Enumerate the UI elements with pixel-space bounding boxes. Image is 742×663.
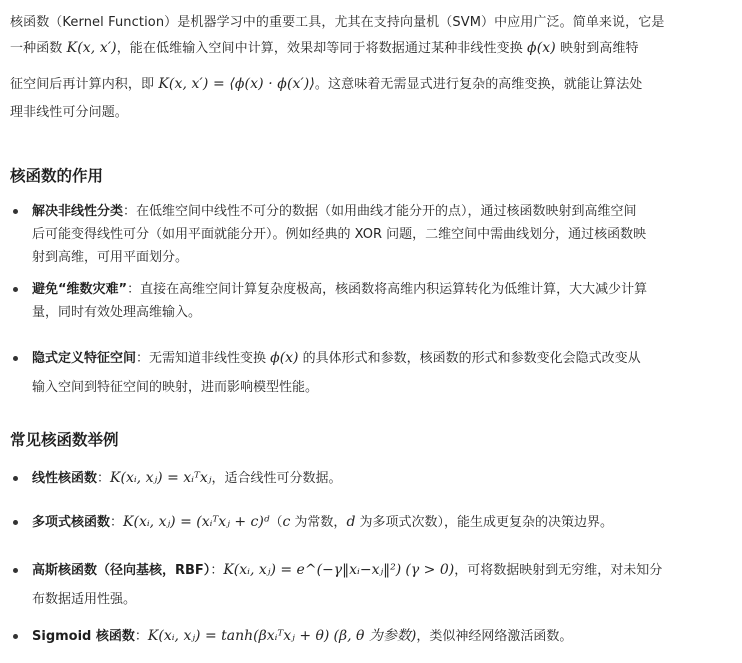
inner-product-formula: K(x, x′) = ⟨ϕ(x) · ϕ(x′)⟩	[158, 76, 315, 92]
role-title: 隐式定义特征空间	[32, 351, 137, 366]
role-text: 后可能变得线性可分（如用平面就能分开）。例如经典的 XOR 问题，二维空间中需曲线划分，通过核函数映	[32, 227, 647, 242]
bullet-icon	[13, 568, 18, 573]
kernel-title: 高斯核函数（径向基核，RBF）	[32, 563, 211, 578]
bullet-icon	[13, 209, 18, 214]
bullet-icon	[13, 287, 18, 292]
intro-line-2a: 一种函数	[10, 41, 67, 56]
intro-line-2c: 映射到高维特	[555, 41, 639, 56]
role-text: ：无需知道非线性变换	[136, 351, 271, 366]
role-text: 量，同时有效处理高维输入。	[32, 305, 202, 320]
kernel-desc: ，适合线性可分数据。	[211, 471, 342, 486]
bullet-icon	[13, 356, 18, 361]
role-title: 避免“维数灾难”	[32, 282, 128, 297]
kernel-formula-k: K(x, x′)	[66, 40, 117, 56]
sigmoid-params: (β, θ 为参数)	[333, 628, 417, 644]
linear-kernel-formula: K(xᵢ, xⱼ) = xᵢᵀxⱼ	[110, 470, 212, 486]
kernel-desc: （	[269, 515, 283, 530]
role-text: 射到高维，可用平面划分。	[32, 250, 189, 265]
kernel-desc: ，类似神经网络激活函数。	[416, 629, 573, 644]
separator: ：	[134, 629, 148, 644]
phi-formula: ϕ(x)	[270, 350, 299, 366]
bullet-icon	[13, 520, 18, 525]
param-d: d	[346, 514, 356, 530]
examples-heading: 常见核函数举例	[10, 431, 119, 449]
rbf-kernel-formula: K(xᵢ, xⱼ) = e^(−γ‖xᵢ−xⱼ‖²)	[223, 562, 402, 578]
examples-list	[10, 466, 734, 652]
role-heading: 核函数的作用	[10, 167, 104, 185]
role-text: 输入空间到特征空间的映射，进而影响模型性能。	[32, 380, 319, 395]
kernel-title: 多项式核函数	[32, 515, 111, 530]
intro-line-2b: ，能在低维输入空间中计算，效果却等同于将数据通过某种非线性变换	[116, 41, 528, 56]
sigmoid-kernel-formula: K(xᵢ, xⱼ) = tanh(βxᵢᵀxⱼ + θ)	[147, 628, 330, 644]
intro-line-3b: 。这意味着无需显式进行复杂的高维变换，就能让算法处	[314, 77, 643, 92]
list-item	[10, 466, 734, 494]
intro-paragraph	[10, 10, 734, 123]
list-item	[10, 510, 734, 538]
bullet-icon	[13, 476, 18, 481]
separator: ：	[110, 515, 124, 530]
phi-formula: ϕ(x)	[527, 40, 556, 56]
intro-line-4: 理非线性可分问题。	[10, 105, 128, 120]
role-title: 解决非线性分类	[32, 204, 124, 219]
intro-line-1: 核函数（Kernel Function）是机器学习中的重要工具，尤其在支持向量机（SVM）中应用广泛。简单来说，它是	[10, 15, 665, 30]
gamma-condition: (γ > 0)	[405, 562, 455, 578]
kernel-desc: 为常数，	[290, 515, 347, 530]
kernel-desc: ，可将数据映射到无穷维，对未知分	[454, 563, 663, 578]
kernel-title: Sigmoid 核函数	[32, 629, 135, 644]
list-item	[10, 624, 734, 652]
kernel-title: 线性核函数	[32, 471, 98, 486]
list-item	[10, 200, 734, 270]
param-c: c	[282, 514, 291, 530]
role-text: ：在低维空间中线性不可分的数据（如用曲线才能分开的点），通过核函数映射到高维空间	[123, 204, 637, 219]
polynomial-kernel-formula: K(xᵢ, xⱼ) = (xᵢᵀxⱼ + c)ᵈ	[123, 514, 270, 530]
list-item	[10, 278, 734, 348]
list-item	[10, 556, 734, 615]
bullet-icon	[13, 634, 18, 639]
list-item	[10, 342, 734, 401]
role-text: ：直接在高维空间计算复杂度极高，核函数将高维内积运算转化为低维计算，大大减少计算	[127, 282, 648, 297]
role-text: 的具体形式和参数，核函数的形式和参数变化会隐式改变从	[298, 351, 641, 366]
kernel-desc: 为多项式次数），能生成更复杂的决策边界。	[355, 515, 614, 530]
separator: ：	[210, 563, 224, 578]
separator: ：	[97, 471, 111, 486]
role-list	[10, 200, 734, 401]
kernel-desc: 布数据适用性强。	[32, 592, 137, 607]
intro-line-3a: 征空间后再计算内积，即	[10, 77, 159, 92]
